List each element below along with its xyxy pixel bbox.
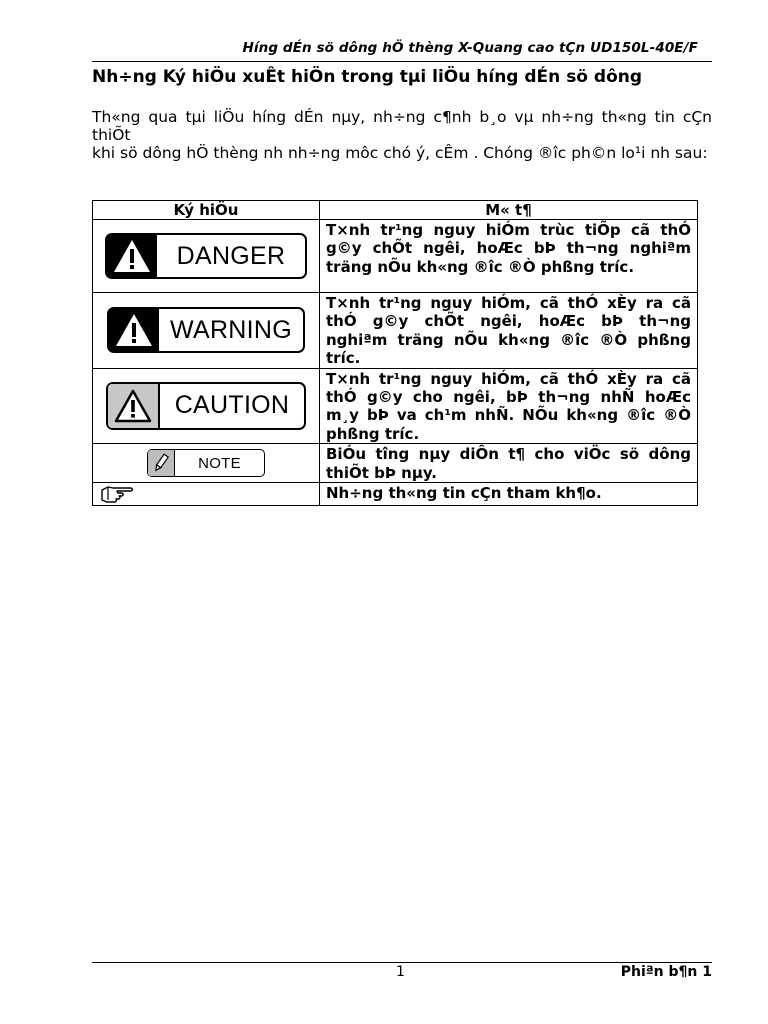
note-label: NOTE [198,454,241,472]
table-row [93,293,698,369]
table-header-row [93,201,698,220]
table-row [93,444,698,483]
symbol-cell [93,220,320,293]
warning-label: WARNING [170,315,292,344]
description-cell: T×nh tr¹ng nguy hiÓm, cã thÓ xÈy ra cã thÓ g©y cho ngêi, bÞ th¬ng nhÑ hoÆc m¸y bÞ va ch¹m nhÑ. NÕu kh«ng ®îc ®Ò phßng tríc. [320,368,698,444]
danger-sign [105,233,307,279]
section-title: Nh÷ng Ký hiÖu xuÊt hiÖn trong tµi liÖu híng dÉn sö dông [92,67,643,87]
intro-line-2: khi sö dông hÖ thèng nh nh÷ng môc chó ý, cÊm . Chóng ®îc ph©n lo¹i nh sau: [92,144,708,162]
warning-sign [107,307,305,353]
caution-label: CAUTION [174,391,290,420]
caution-sign [106,382,306,430]
pointing-hand-icon [99,484,135,504]
intro-paragraph [92,108,712,162]
intro-line-1: Th«ng qua tµi liÖu híng dÉn nµy, nh÷ng c¶nh b¸o vµ nh÷ng th«ng tin cÇn thiÕt [92,108,712,144]
reference-underline [95,505,139,506]
warning-triangle-icon [109,309,159,351]
edition-label: Phiªn b¶n 1 [620,964,712,980]
pencil-icon [148,450,175,476]
description-column-header: M« t¶ [320,201,698,220]
symbol-column-header: Ký hiÖu [93,201,320,220]
description-cell: Nh÷ng th«ng tin cÇn tham kh¶o. [320,483,698,506]
description-cell: T×nh tr¹ng nguy hiÓm, cã thÓ xÈy ra cã thÓ g©y chÕt ngêi, hoÆc bÞ th¬ng nghiªm träng nÕu kh«ng ®îc ®Ò phßng tríc. [320,293,698,369]
note-sign [147,449,265,477]
caution-triangle-icon [108,384,160,428]
symbol-cell [93,483,320,506]
description-cell: T×nh tr¹ng nguy hiÓm trùc tiÕp cã thÓ g©y chÕt ngêi, hoÆc bÞ th¬ng nghiªm träng nÕu kh«ng ®îc ®Ò phßng tríc. [320,220,698,293]
symbol-cell [93,368,320,444]
danger-triangle-icon [107,235,157,277]
page-number: 1 [396,964,405,980]
table-row [93,483,698,506]
description-cell: BiÓu tîng nµy diÔn t¶ cho viÖc sö dông thiÕt bÞ nµy. [320,444,698,483]
footer-rule [92,962,712,963]
table-row [93,220,698,293]
symbols-table [92,200,698,506]
symbol-cell [93,293,320,369]
document-header: Híng dÉn sö dông hÖ thèng X-Quang cao tÇn UD150L-40E/F [242,40,698,56]
table-row [93,368,698,444]
symbol-cell [93,444,320,483]
danger-label: DANGER [176,241,286,270]
header-rule [92,61,712,62]
